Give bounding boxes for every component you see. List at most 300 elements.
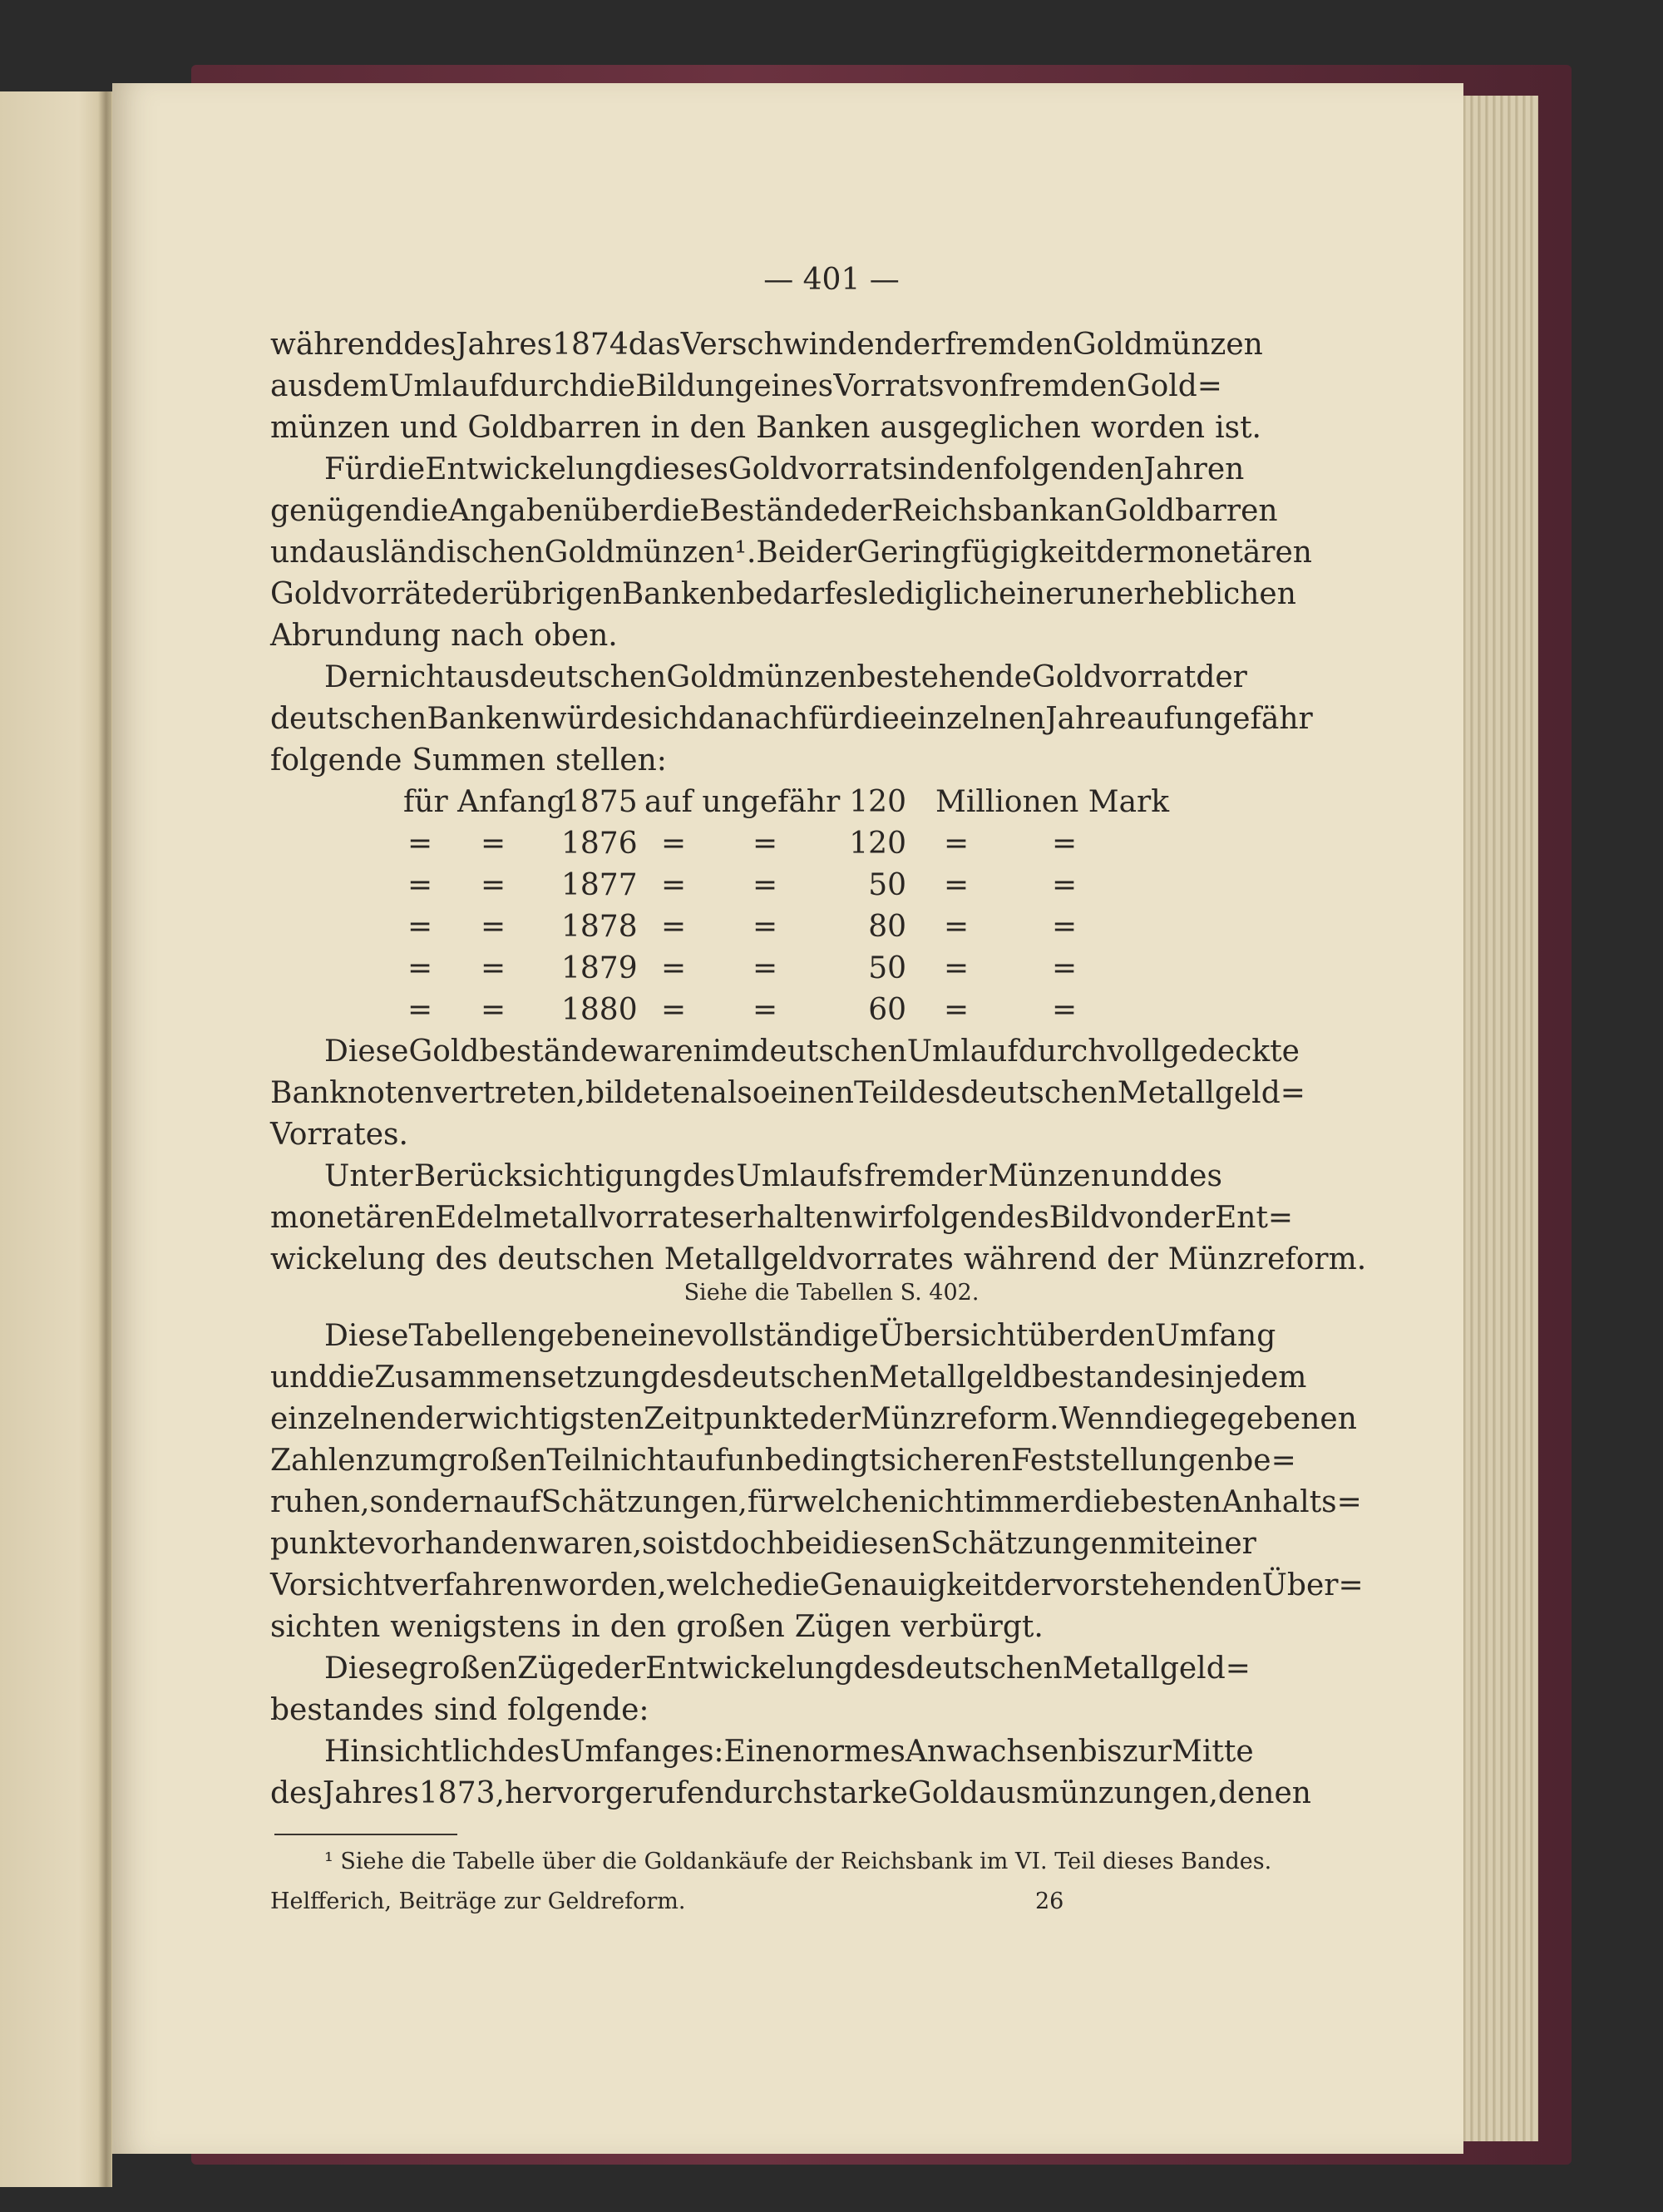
word: folgenden <box>992 452 1144 486</box>
word: bestandes <box>270 1693 424 1727</box>
ditto-mark: = <box>753 993 778 1027</box>
word: Bild <box>1049 1201 1110 1235</box>
ditto-mark: = <box>407 993 433 1027</box>
word: hervorgerufen <box>504 1776 724 1810</box>
word: in <box>1185 1360 1215 1395</box>
word: den <box>689 411 747 445</box>
signature-mark: Helfferich, Beiträge zur Geldreform. <box>270 1889 686 1914</box>
word: genügen <box>270 494 402 528</box>
table-year: 1879 <box>561 951 638 985</box>
ditto-mark: = <box>481 951 506 985</box>
word: immer <box>975 1485 1074 1519</box>
tables-reference: Siehe die Tabellen S. 402. <box>683 1280 980 1306</box>
footnote: ¹ Siehe die Tabelle über die Goldankäufe der Reichsbank im VI. Teil dieses Bandes. <box>324 1849 1272 1874</box>
word: bis <box>1078 1735 1123 1769</box>
word: ungefähr <box>1174 702 1313 736</box>
word: in <box>571 1610 600 1644</box>
word: mit <box>1128 1527 1178 1561</box>
word: Schätzungen, <box>540 1485 748 1519</box>
word: das <box>628 328 681 362</box>
word: nicht <box>601 1444 679 1478</box>
word: ausländischen <box>328 536 545 570</box>
word: vollständige <box>694 1319 879 1353</box>
word: Anhalts= <box>1221 1485 1362 1519</box>
word: Unter <box>324 1159 413 1193</box>
word: denen <box>1217 1776 1311 1810</box>
word: sichten <box>270 1610 381 1644</box>
word: g <box>661 1735 681 1769</box>
ditto-mark: = <box>753 827 778 861</box>
table-value: 50 <box>868 868 906 902</box>
word: großen <box>676 1610 785 1644</box>
text-line <box>324 1318 1276 1355</box>
text-line <box>270 743 1222 779</box>
ditto-mark: = <box>944 993 970 1027</box>
word: geben <box>537 1319 630 1353</box>
word: des <box>1170 1159 1222 1193</box>
ditto-mark: = <box>481 993 506 1027</box>
signature-number: 26 <box>1035 1889 1064 1914</box>
word: danach <box>698 702 809 736</box>
word: doch <box>712 1527 786 1561</box>
word: ist. <box>1215 411 1261 445</box>
word: so <box>642 1527 676 1561</box>
text-line <box>270 1443 1296 1479</box>
word: Bildung <box>635 369 754 403</box>
word: Züge <box>516 1652 595 1686</box>
word: unerheblichen <box>1077 577 1296 611</box>
word: deutschen <box>712 1360 869 1395</box>
word: Entwickelung <box>425 452 634 486</box>
word: des <box>908 1076 961 1110</box>
word: an <box>1067 494 1105 528</box>
word: zum <box>374 1444 438 1478</box>
word: Edelmetallvorrates <box>434 1201 725 1235</box>
word: e <box>680 1735 698 1769</box>
word: verbürgt. <box>901 1610 1044 1644</box>
word: würde <box>540 702 638 736</box>
word: vorstehenden <box>1054 1568 1262 1602</box>
word: des <box>270 1776 323 1810</box>
word: in <box>650 411 680 445</box>
word: großen <box>408 1652 517 1686</box>
word: großen <box>437 1444 547 1478</box>
word: die <box>378 452 426 486</box>
word: wir <box>852 1201 902 1235</box>
text-line <box>270 701 1313 738</box>
word: auf <box>1126 702 1175 736</box>
word: sich <box>637 702 698 736</box>
word: oben. <box>534 619 618 653</box>
word: wickelung <box>270 1242 426 1276</box>
word: welche <box>666 1568 773 1602</box>
word: Goldvorrat <box>1031 660 1197 694</box>
text-line <box>270 1242 1367 1278</box>
word: Umlauf <box>388 369 500 403</box>
word: monetären <box>1147 536 1312 570</box>
word: welche <box>792 1485 899 1519</box>
word: jedem <box>1214 1360 1307 1395</box>
word: Metallgeldvorrates <box>664 1242 954 1276</box>
word: der <box>1096 536 1148 570</box>
word: waren, <box>537 1527 643 1561</box>
left-page-edge <box>0 91 112 2187</box>
word: Metallgeld= <box>1117 1076 1305 1110</box>
word: Übersicht <box>878 1319 1029 1353</box>
word: Goldbarren <box>467 411 641 445</box>
word: den <box>1098 1319 1155 1353</box>
ditto-mark: = <box>407 910 433 944</box>
table-unit: Millionen Mark <box>935 785 1170 819</box>
word: sondern <box>369 1485 493 1519</box>
word: ausgeglichen <box>880 411 1081 445</box>
ditto-mark: = <box>407 951 433 985</box>
word: Teil <box>546 1444 601 1478</box>
word: lediglich <box>868 577 999 611</box>
word: folgende <box>270 743 402 778</box>
word: 1874 <box>552 328 629 362</box>
word: aus <box>270 369 323 403</box>
word: folgende: <box>506 1693 649 1727</box>
ditto-mark: = <box>481 868 506 902</box>
word: durch <box>1018 1034 1108 1069</box>
word: während <box>963 1242 1098 1276</box>
word: für <box>747 1485 792 1519</box>
word: die <box>328 1360 375 1395</box>
text-line <box>270 576 1296 613</box>
word: s: <box>698 1735 724 1769</box>
word: voll <box>1107 1034 1162 1069</box>
word: Genauigkeit <box>819 1568 1004 1602</box>
word: der <box>594 1652 646 1686</box>
word: zur <box>1122 1735 1172 1769</box>
ditto-mark: = <box>1052 993 1078 1027</box>
table-year: 1877 <box>561 868 638 902</box>
word: Ent= <box>1214 1201 1294 1235</box>
word: einzelnen <box>270 1402 417 1436</box>
word: der <box>416 1402 468 1436</box>
word: Bei <box>756 536 806 570</box>
word: besten <box>1120 1485 1222 1519</box>
word: Der <box>324 660 381 694</box>
word: ruhen, <box>270 1485 370 1519</box>
word: der <box>452 577 504 611</box>
word: eine <box>629 1319 695 1353</box>
page-number: — 401 — <box>763 263 900 297</box>
word: deutschen <box>750 1034 907 1069</box>
ditto-mark: = <box>944 827 970 861</box>
word: Summen <box>412 743 546 778</box>
text-line <box>270 1360 1307 1396</box>
word: übrigen <box>503 577 622 611</box>
book-gutter <box>98 91 111 2187</box>
word: es <box>835 577 869 611</box>
word: der <box>893 328 945 362</box>
word: für <box>808 702 853 736</box>
word: bestehende <box>856 660 1032 694</box>
word: bedarf <box>736 577 836 611</box>
word: Berücksichtigung <box>413 1159 682 1193</box>
word: eines <box>753 369 834 403</box>
word: und <box>1111 1159 1169 1193</box>
word: von <box>1109 1201 1164 1235</box>
word: wichtigsten <box>467 1402 644 1436</box>
word: dem <box>323 369 388 403</box>
word: und <box>399 411 458 445</box>
word: dieses <box>633 452 728 486</box>
word: Gold= <box>1126 369 1222 403</box>
word: des <box>435 1242 488 1276</box>
word: einer <box>1177 1527 1256 1561</box>
word: fremden <box>945 328 1073 362</box>
text-line <box>324 659 1247 696</box>
word: verfahren <box>394 1568 543 1602</box>
word: die <box>589 369 636 403</box>
word: die <box>402 494 449 528</box>
word: Jahre <box>1045 702 1127 736</box>
word: Über= <box>1261 1568 1364 1602</box>
ditto-mark: = <box>661 827 687 861</box>
word: diesen <box>832 1527 931 1561</box>
word: a <box>624 1735 643 1769</box>
word: sicheren <box>881 1444 1011 1478</box>
footnote-rule <box>274 1834 457 1835</box>
ditto-mark: = <box>481 827 506 861</box>
table-year: 1880 <box>561 993 638 1027</box>
word: Goldmünzen¹. <box>544 536 757 570</box>
word: Vorrates. <box>270 1118 408 1152</box>
word: den <box>609 1610 667 1644</box>
word: Zeitpunkte <box>644 1402 810 1436</box>
word: Goldbarren <box>1104 494 1278 528</box>
word: erhalten <box>724 1201 853 1235</box>
word: einzelnen <box>899 702 1046 736</box>
word: einer <box>999 577 1078 611</box>
table-approx: auf ungefähr <box>644 785 841 819</box>
word: m <box>585 1735 614 1769</box>
word: des <box>853 1652 906 1686</box>
word: Teil <box>853 1076 909 1110</box>
text-line <box>270 410 1261 447</box>
word: fremder <box>864 1159 987 1193</box>
text-line <box>270 1568 1364 1604</box>
word: des <box>683 1159 736 1193</box>
word: punkte <box>270 1527 377 1561</box>
ditto-mark: = <box>661 951 687 985</box>
word: Zahlen <box>270 1444 375 1478</box>
word: und <box>270 536 328 570</box>
ditto-mark: = <box>481 910 506 944</box>
word: die <box>852 702 900 736</box>
word: Ein <box>723 1735 775 1769</box>
word: durch <box>723 1776 813 1810</box>
word: ist <box>675 1527 713 1561</box>
word: gedeckte <box>1161 1034 1300 1069</box>
word: deutschen <box>510 660 667 694</box>
word: im <box>712 1034 751 1069</box>
word: Abrundung <box>270 619 442 653</box>
ditto-mark: = <box>944 868 970 902</box>
word: unbedingt <box>726 1444 881 1478</box>
word: Bestände <box>699 494 841 528</box>
word: Münzen <box>988 1159 1110 1193</box>
text-line <box>270 1401 1357 1438</box>
text-line <box>270 1526 1256 1563</box>
text-line <box>324 1734 1254 1770</box>
ditto-mark: = <box>407 868 433 902</box>
word: durch <box>500 369 589 403</box>
word: die <box>653 494 699 528</box>
word: den <box>936 452 993 486</box>
word: in <box>907 452 937 486</box>
ditto-mark: = <box>753 868 778 902</box>
word: über <box>582 494 654 528</box>
word: Jahres <box>456 328 553 362</box>
text-line <box>270 368 1222 405</box>
word: Entwickelung <box>645 1652 854 1686</box>
word: nicht <box>898 1485 976 1519</box>
word: f <box>613 1735 624 1769</box>
word: der <box>1163 1201 1215 1235</box>
word: Jahres <box>322 1776 419 1810</box>
word: des <box>507 1735 560 1769</box>
word: wenigstens <box>390 1610 562 1644</box>
word: folgendes <box>901 1201 1049 1235</box>
word: Geringfügigkeit <box>856 536 1097 570</box>
word: Goldmünzen <box>1072 328 1263 362</box>
text-line <box>270 1117 1222 1153</box>
table-year: 1878 <box>561 910 638 944</box>
word: 1873, <box>418 1776 505 1810</box>
table-value: 80 <box>868 910 906 944</box>
word: und <box>270 1360 328 1395</box>
table-year: 1876 <box>561 827 638 861</box>
text-line <box>324 1651 1251 1687</box>
word: münzen <box>270 411 390 445</box>
word: Umfang <box>1154 1319 1276 1353</box>
text-line <box>270 1692 1222 1729</box>
word: Metallgeldbestandes <box>868 1360 1186 1395</box>
word: Banken <box>427 702 541 736</box>
word: also <box>709 1076 771 1110</box>
word: Banken <box>621 577 737 611</box>
text-line <box>270 1484 1362 1521</box>
table-value: 60 <box>868 993 906 1027</box>
word: nach <box>451 619 525 653</box>
word: Diese <box>324 1319 409 1353</box>
word: deutschen <box>960 1076 1118 1110</box>
ditto-mark: = <box>1052 910 1078 944</box>
word: Für <box>324 452 379 486</box>
text-line <box>270 1609 1222 1646</box>
word: der <box>1196 660 1247 694</box>
word: gegebenen <box>1190 1402 1357 1436</box>
word: Tabellen <box>408 1319 538 1353</box>
word: Goldvorrats <box>728 452 908 486</box>
word: U <box>560 1735 585 1769</box>
text-line <box>270 493 1278 530</box>
word: deutschen <box>270 702 427 736</box>
word: Vorrats <box>833 369 945 403</box>
word: be= <box>1234 1444 1296 1478</box>
word: Banknoten <box>270 1076 434 1110</box>
word: worden, <box>542 1568 667 1602</box>
word: des <box>659 1360 713 1395</box>
text-line <box>270 1200 1294 1237</box>
text-line <box>270 535 1312 571</box>
word: Wenn <box>1058 1402 1144 1436</box>
word: fremden <box>999 369 1127 403</box>
word: Diese <box>324 1652 409 1686</box>
word: auf <box>492 1485 541 1519</box>
ditto-mark: = <box>753 951 778 985</box>
table-value: 120 <box>849 827 906 861</box>
word: Banken <box>756 411 871 445</box>
word: sind <box>433 1693 497 1727</box>
table-prefix: für Anfang <box>403 785 566 819</box>
word: einen <box>770 1076 854 1110</box>
word: Goldausmünzungen, <box>907 1776 1218 1810</box>
text-line <box>324 1034 1300 1070</box>
word: Hinsichtlich <box>324 1735 508 1769</box>
word: Metallgeld= <box>1062 1652 1251 1686</box>
table-year: 1875 <box>561 785 638 819</box>
word: Umlaufs <box>736 1159 863 1193</box>
word: Zusammensetzung <box>374 1360 660 1395</box>
word: Schätzungen <box>930 1527 1128 1561</box>
table-value: 120 <box>849 785 906 819</box>
word: Verschwinden <box>680 328 894 362</box>
word: aus <box>456 660 511 694</box>
ditto-mark: = <box>661 910 687 944</box>
word: waren <box>617 1034 713 1069</box>
word: Münzreform. <box>861 1402 1059 1436</box>
word: Feststellungen <box>1010 1444 1235 1478</box>
word: Goldmünzen <box>666 660 857 694</box>
word: Anwachsen <box>905 1735 1078 1769</box>
ditto-mark: = <box>661 868 687 902</box>
ditto-mark: = <box>944 910 970 944</box>
word: der <box>840 494 892 528</box>
table-value: 50 <box>868 951 906 985</box>
page-edges <box>1451 96 1538 2141</box>
word: der <box>809 1402 861 1436</box>
ditto-mark: = <box>1052 868 1078 902</box>
word: der <box>1004 1568 1055 1602</box>
word: Goldbestände <box>408 1034 618 1069</box>
text-line <box>270 1775 1311 1812</box>
word: Reichsbank <box>891 494 1068 528</box>
word: monetären <box>270 1201 435 1235</box>
ditto-mark: = <box>661 993 687 1027</box>
word: vorhanden <box>376 1527 538 1561</box>
ditto-mark: = <box>407 827 433 861</box>
word: enormes <box>774 1735 906 1769</box>
word: deutschen <box>497 1242 654 1276</box>
word: die <box>1073 1485 1121 1519</box>
word: deutschen <box>906 1652 1063 1686</box>
word: von <box>944 369 999 403</box>
word: vertreten, <box>433 1076 585 1110</box>
text-line <box>270 618 1222 654</box>
ditto-mark: = <box>1052 827 1078 861</box>
text-line <box>324 1158 1222 1195</box>
word: der <box>805 536 857 570</box>
text-line <box>270 1075 1305 1112</box>
word: starke <box>812 1776 908 1810</box>
word: auf <box>678 1444 727 1478</box>
word: stellen: <box>555 743 667 778</box>
